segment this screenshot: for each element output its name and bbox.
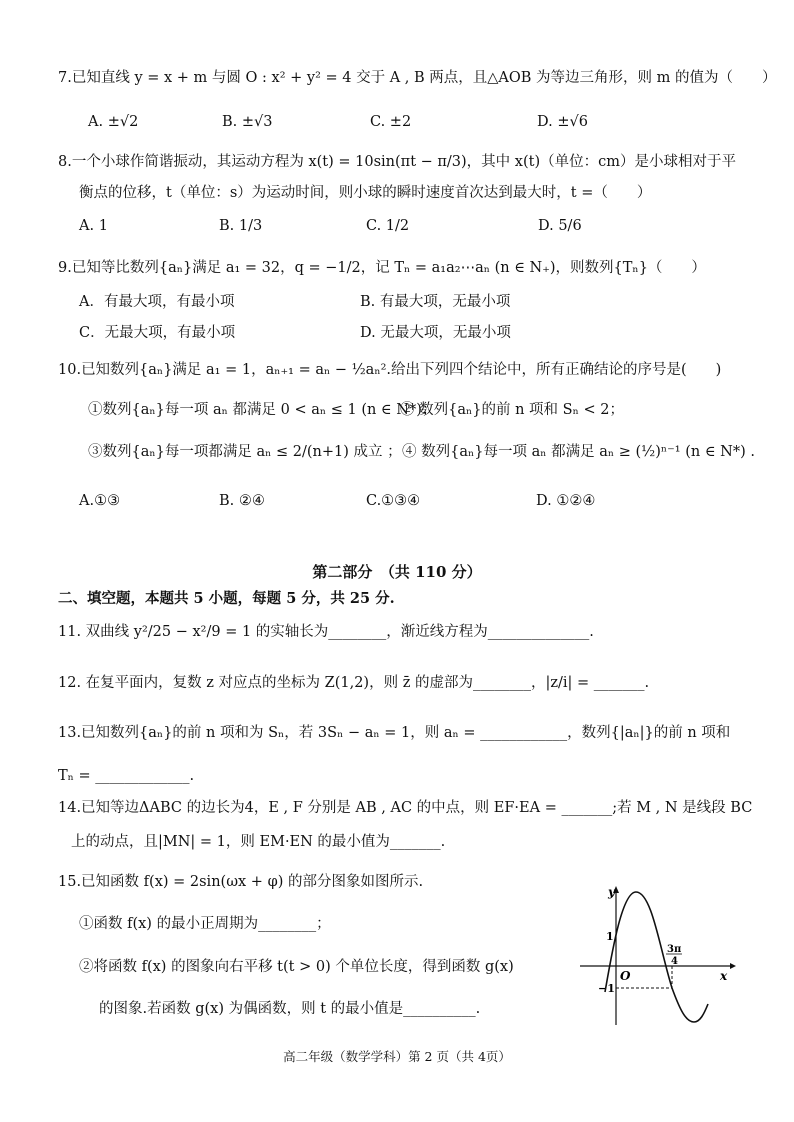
tick-label-one: 1 [606, 930, 614, 943]
option-a: A.①③ [79, 493, 121, 509]
option-c: C．无最大项，有最小项 [79, 325, 236, 341]
section-2-heading: 二、填空题，本题共 5 小题，每题 5 分，共 25 分. [58, 590, 395, 607]
question-number: 9. [58, 260, 72, 276]
x-mark-numerator: 3π [667, 944, 682, 955]
y-axis-label: y [608, 885, 615, 899]
function-graph [570, 880, 740, 1030]
option-d: D. ①②④ [536, 493, 596, 509]
option-b: B. ±√3 [222, 114, 273, 130]
x-axis-label: x [720, 969, 728, 983]
option-a: A. 1 [79, 218, 108, 234]
question-stem: 已知等比数列{aₙ}满足 a₁ = 32，q = −1/2，记 Tₙ = a₁a₂⋯aₙ (n ∈ N₊)，则数列{Tₙ}（ ） [71, 260, 706, 276]
question-15-part-2-cont: 的图象.若函数 g(x) 为偶函数，则 t 的最小值是__________. [99, 1001, 481, 1017]
option-c: C. ±2 [370, 114, 412, 130]
conclusion-1: ①数列{aₙ}每一项 aₙ 都满足 0 < aₙ ≤ 1 (n ∈ N*)； [88, 402, 437, 418]
question-15-part-1: ①函数 f(x) 的最小正周期为________； [79, 916, 331, 932]
option-c: C.①③④ [366, 493, 421, 509]
question-number: 8. [58, 154, 72, 170]
option-b: B. 有最大项，无最小项 [360, 294, 511, 310]
origin-label: O [620, 969, 631, 983]
part-2-title: 第二部分 （共 110 分） [312, 563, 482, 581]
question-7 [58, 68, 777, 88]
question-8-cont: 衡点的位移，t（单位：s）为运动时间，则小球的瞬时速度首次达到最大时，t =（ ） [79, 185, 652, 201]
question-15: 15.已知函数 f(x) = 2sin(ωx + φ) 的部分图象如图所示. [58, 874, 424, 890]
option-d: D. ±√6 [537, 114, 588, 130]
question-stem: 已知直线 y = x + m 与圆 O : x² + y² = 4 交于 A , B 两点，且△AOB 为等边三角形，则 m 的值为（ ） [71, 70, 777, 86]
conclusion-2: ② 数列{aₙ}的前 n 项和 Sₙ < 2； [400, 402, 624, 418]
question-13-cont: Tₙ = _____________. [58, 768, 195, 784]
question-stem: 一个小球作简谐振动，其运动方程为 x(t) = 10sin(πt − π/3)，其中 x(t)（单位：cm）是小球相对于平 [71, 154, 736, 170]
tick-label-neg-one: −1 [598, 982, 615, 995]
sine-curve [605, 892, 708, 1022]
conclusion-4: ④ 数列{aₙ}每一项 aₙ 都满足 aₙ ≥ (½)ⁿ⁻¹ (n ∈ N*) . [402, 444, 755, 460]
option-b: B. 1/3 [219, 218, 263, 234]
question-9 [58, 258, 706, 278]
page-footer: 高二年级（数学学科）第 2 页（共 4页） [283, 1049, 511, 1064]
question-stem: 已知数列{aₙ}满足 a₁ = 1，aₙ₊₁ = aₙ − ½aₙ².给出下列四个结论中，所有正确结论的序号是( ) [81, 362, 722, 378]
option-b: B. ②④ [219, 493, 265, 509]
question-15-part-2: ②将函数 f(x) 的图象向右平移 t(t > 0) 个单位长度，得到函数 g(x) [79, 959, 514, 975]
question-10 [58, 360, 721, 380]
question-13: 13.已知数列{aₙ}的前 n 项和为 Sₙ，若 3Sₙ − aₙ = 1，则 aₙ = ____________，数列{|aₙ|}的前 n 项和 [58, 725, 731, 741]
option-d: D. 无最大项，无最小项 [360, 325, 511, 341]
x-axis-arrow [730, 963, 736, 969]
option-a: A．有最大项，有最小项 [79, 294, 235, 310]
question-number: 10. [58, 362, 82, 378]
option-d: D. 5/6 [538, 218, 582, 234]
x-mark-denominator: 4 [671, 956, 678, 967]
option-a: A. ±√2 [88, 114, 139, 130]
question-number: 7. [58, 70, 72, 86]
conclusion-3: ③数列{aₙ}每一项都满足 aₙ ≤ 2/(n+1) 成立 ； [88, 444, 402, 460]
question-14: 14.已知等边ΔABC 的边长为4，E , F 分别是 AB , AC 的中点，则 EF·EA = _______;若 M , N 是线段 BC [58, 800, 753, 816]
question-8 [58, 152, 736, 172]
option-c: C. 1/2 [366, 218, 410, 234]
question-14-cont: 上的动点，且|MN| = 1，则 EM·EN 的最小值为_______. [71, 834, 446, 850]
question-12: 12. 在复平面内，复数 z 对应点的坐标为 Z(1,2)，则 z̄ 的虚部为________，|z/i| = _______. [58, 675, 650, 691]
question-11: 11. 双曲线 y²/25 − x²/9 = 1 的实轴长为________，渐近线方程为______________. [58, 624, 594, 640]
